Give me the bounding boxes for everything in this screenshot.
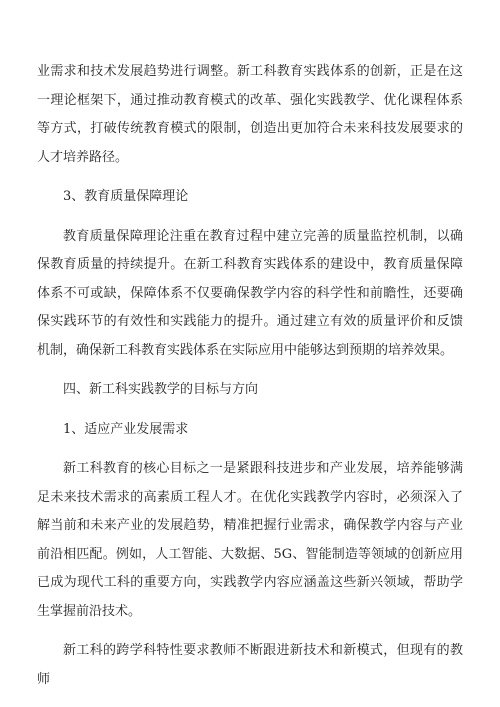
- section-heading: 1、适应产业发展需求: [63, 421, 189, 437]
- body-paragraph: 新工科教育的核心目标之一是紧跟科技进步和产业发展，培养能够满足未来技术需求的高素质工程人才。在优化实践教学内容时，必须深入了解当前和未来产业的发展趋势，精准把握行业需求，确保教学内容与产业前沿相匹配。例如，人工智能、大数据、5G、智能制造等领域的创新应用已成为现代工科的重要方向，实践教学内容应涵盖这些新兴领域，帮助学生掌握前沿技术。: [37, 461, 463, 619]
- section-heading: 3、教育质量保障理论: [63, 189, 189, 204]
- body-paragraph: 新工科的跨学科特性要求教师不断跟进新技术和新模式，但现有的教师: [37, 643, 463, 687]
- chapter-heading: 四、新工科实践教学的目标与方向: [63, 382, 259, 397]
- body-paragraph: 业需求和技术发展趋势进行调整。新工科教育实践体系的创新，正是在这一理论框架下，通过推动教育模式的改革、强化实践教学、优化课程体系等方式，打破传统教育模式的限制，创造出更加符合未来科技发展要求的人才培养路径。: [37, 64, 463, 165]
- body-paragraph: 教育质量保障理论注重在教育过程中建立完善的质量监控机制，以确保教育质量的持续提升。在新工科教育实践体系的建设中，教育质量保障体系不可或缺，保障体系不仅要确保教学内容的科学性和前瞻性，还要确保实践环节的有效性和实践能力的提升。通过建立有效的质量评价和反馈机制，确保新工科教育实践体系在实际应用中能够达到预期的培养效果。: [37, 228, 463, 358]
